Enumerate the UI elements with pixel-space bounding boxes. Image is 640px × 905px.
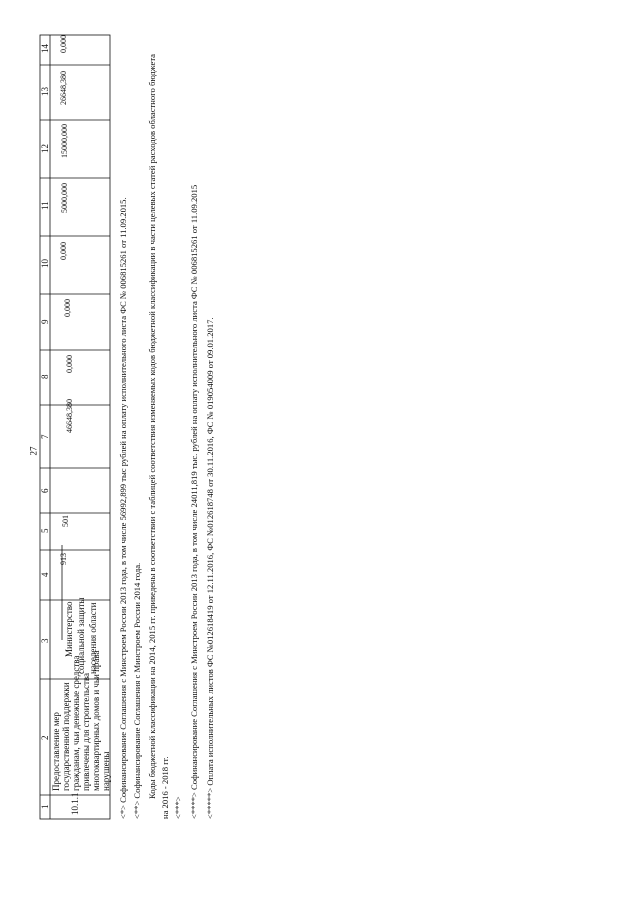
cell-c8: 0,000 xyxy=(65,355,74,373)
header-cell: 4 xyxy=(40,572,50,577)
cell-c10: 0,000 xyxy=(59,242,68,260)
header-row xyxy=(40,44,50,810)
header-cell: 5 xyxy=(40,528,50,533)
footnote-3-continued: на 2016 - 2018 гг. xyxy=(160,756,170,819)
header-cell: 13 xyxy=(40,87,50,96)
footnote-5: <*****> Оплата исполнительных листов ФС №012618419 от 12.11.2016, ФС №012618748 от 30.11.2016, ФС № 019054009 от 09.01.2017. xyxy=(205,317,215,819)
cell-c12: 15000,000 xyxy=(60,124,69,158)
cell-c9: 0,000 xyxy=(63,299,72,317)
header-cell: 2 xyxy=(40,735,50,740)
measure-line: гражданам, чьи денежные средства xyxy=(71,655,81,791)
cell-c13: 26648,380 xyxy=(59,71,68,105)
footnote-3: Коды бюджетной классификации на 2014, 2015 гг. приведены в соответствии с таблицей соответствия изменяемых кодов бюджетной классификации в части целевых статей расходов областного бюджета xyxy=(147,54,157,799)
header-cell: 14 xyxy=(40,44,50,53)
measure-line: государственной поддержки xyxy=(61,682,71,791)
footnotes xyxy=(118,54,215,819)
header-cell: 6 xyxy=(40,488,50,493)
footnote-2: <**> Софинансирование Соглашения с Минстроем России 2014 года. xyxy=(132,562,142,819)
row-number: 10.1.1 xyxy=(70,792,80,815)
table-row xyxy=(51,35,111,815)
cell-c14: 0,000 xyxy=(59,35,68,53)
header-cell: 1 xyxy=(40,804,50,809)
footnote-4: <****> Софинансирование Соглашения с Минстроем России 2013 года, в том числе 24011,819 тыс. рублей на оплату исполнительного листа ФС № 006815261 от 11.09.2015 xyxy=(189,184,199,819)
cell-c5: 501 xyxy=(61,515,70,527)
header-cell: 8 xyxy=(40,374,50,379)
header-cell: 10 xyxy=(40,259,50,268)
measure-line: нарушены xyxy=(101,751,111,791)
footnote-marker-3: <***> xyxy=(173,796,183,819)
measure-line: многоквартирных домов и чьи права xyxy=(91,650,101,791)
executor-line: населения области xyxy=(88,602,98,674)
header-cell: 12 xyxy=(40,144,50,153)
executor-line: Министерство xyxy=(64,601,74,657)
cell-c7: 46648,380 xyxy=(65,399,74,433)
header-cell: 9 xyxy=(40,319,50,324)
header-cell: 7 xyxy=(40,434,50,439)
measure-line: Предоставление мер xyxy=(51,712,61,791)
cell-c4: 913 xyxy=(59,553,68,565)
header-cell: 3 xyxy=(40,638,50,643)
footnote-1: <*> Софинансирование Соглашения с Минстроем России 2013 года, в том числе 56992,899 тыс рублей на оплату исполнительного листа ФС № 006815261 от 11.09.2015. xyxy=(118,197,128,819)
page-number: 27 xyxy=(28,446,39,456)
measure-line: привлечены для строительства xyxy=(81,672,91,791)
page-content xyxy=(40,35,215,819)
cell-c11: 5000,000 xyxy=(60,183,69,213)
executor-line: социальной защиты xyxy=(76,597,86,674)
header-cell: 11 xyxy=(40,201,50,210)
